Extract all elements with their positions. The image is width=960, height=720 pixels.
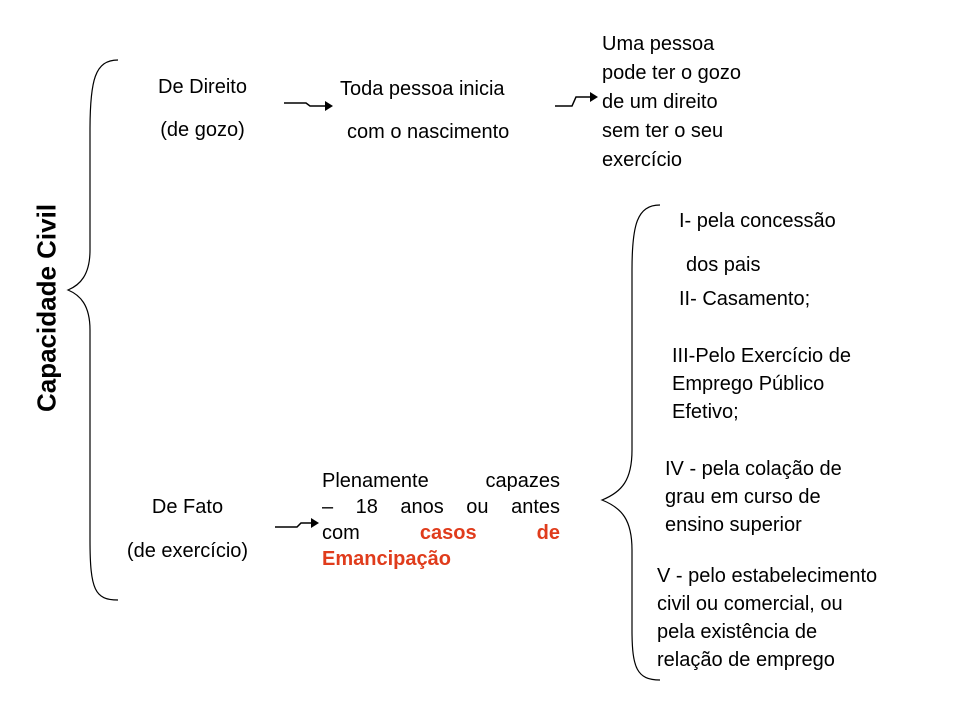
de-gozo-label: (de gozo) bbox=[160, 119, 245, 141]
caso-iv-line: IV - pela colação de bbox=[665, 458, 842, 480]
gozo-text bbox=[602, 30, 741, 175]
caso-ii: II- Casamento; bbox=[679, 288, 811, 310]
caso-i-line1: I- pela concessão bbox=[679, 210, 836, 232]
caso-iii bbox=[672, 342, 851, 426]
plenamente-line3 bbox=[322, 520, 560, 546]
arrow-inicio-gozo bbox=[555, 92, 598, 106]
caso-iv-line: grau em curso de bbox=[665, 486, 821, 508]
gozo-line: exercício bbox=[602, 149, 683, 171]
caso-v-line: V - pelo estabelecimento bbox=[657, 565, 878, 587]
caso-v-line: civil ou comercial, ou bbox=[657, 593, 843, 615]
caso-v-line: relação de emprego bbox=[657, 649, 835, 671]
inicio-line1: Toda pessoa inicia bbox=[340, 78, 505, 100]
de-direito-label: De Direito bbox=[158, 76, 247, 98]
caso-v bbox=[657, 562, 877, 674]
gozo-line: pode ter o gozo bbox=[602, 62, 741, 84]
caso-iii-line: Efetivo; bbox=[672, 401, 739, 423]
plenamente-line2: – 18 anos ou antes bbox=[322, 496, 560, 518]
com-word: com bbox=[322, 522, 360, 544]
casos-word: casos bbox=[419, 522, 477, 544]
emancipacao-word: Emancipação bbox=[322, 548, 451, 570]
arrow-direito-inicio bbox=[284, 101, 333, 111]
plenamente-capazes-text bbox=[322, 468, 560, 572]
de-exercicio-label: (de exercício) bbox=[126, 540, 249, 562]
de-word: de bbox=[536, 522, 561, 544]
caso-iii-line: Emprego Público bbox=[672, 373, 825, 395]
inicio-line2: com o nascimento bbox=[347, 121, 510, 143]
caso-iv bbox=[665, 455, 842, 539]
arrow-fato-plenamente bbox=[275, 518, 319, 528]
capacidade-civil-title bbox=[32, 180, 62, 435]
de-fato-label: De Fato bbox=[151, 496, 224, 518]
gozo-line: sem ter o seu bbox=[602, 120, 724, 142]
gozo-line: Uma pessoa bbox=[602, 33, 715, 55]
capacidade-civil-title-text: Capacidade Civil bbox=[31, 203, 62, 412]
caso-v-line: pela existência de bbox=[657, 621, 818, 643]
caso-iii-line: III-Pelo Exercício de bbox=[672, 345, 851, 367]
gozo-line: de um direito bbox=[602, 91, 718, 113]
emancipacao-brace bbox=[602, 205, 660, 680]
caso-iv-line: ensino superior bbox=[665, 514, 802, 536]
caso-i-line2: dos pais bbox=[686, 254, 761, 276]
plenamente-line1: Plenamente capazes bbox=[322, 470, 560, 492]
